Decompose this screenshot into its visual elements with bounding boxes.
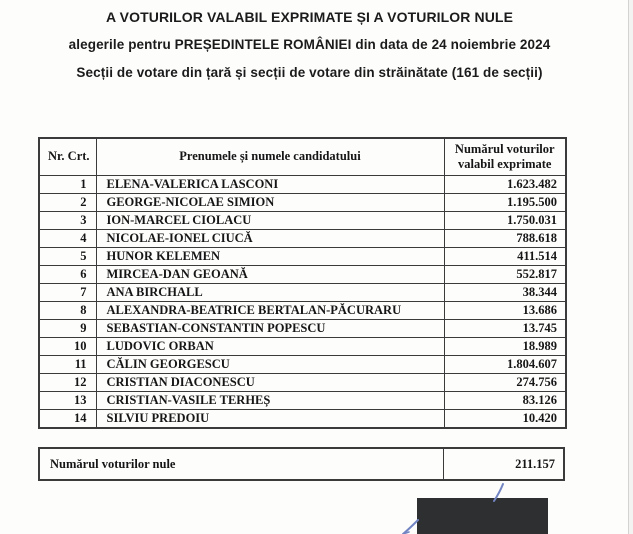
cell-votes: 10.420 bbox=[444, 409, 566, 428]
scan-edge-line bbox=[628, 0, 629, 534]
cell-nr: 1 bbox=[39, 175, 96, 193]
table-row bbox=[39, 301, 566, 319]
col-header-votes: Numărul voturilor valabil exprimate bbox=[444, 138, 566, 175]
col-header-candidate: Prenumele și numele candidatului bbox=[96, 138, 444, 175]
cell-votes: 552.817 bbox=[444, 265, 566, 283]
cell-candidate-name: NICOLAE-IONEL CIUCĂ bbox=[96, 229, 444, 247]
cell-votes: 18.989 bbox=[444, 337, 566, 355]
table-row bbox=[39, 211, 566, 229]
table-row bbox=[39, 319, 566, 337]
cell-nr: 2 bbox=[39, 193, 96, 211]
cell-nr: 9 bbox=[39, 319, 96, 337]
cell-votes: 274.756 bbox=[444, 373, 566, 391]
null-votes-label: Numărul voturilor nule bbox=[40, 449, 444, 479]
table-row bbox=[39, 175, 566, 193]
doc-title-line-2: alegerile pentru PREȘEDINTELE ROMÂNIEI din data de 24 noiembrie 2024 bbox=[68, 37, 551, 52]
doc-title-line-1: A VOTURILOR VALABIL EXPRIMATE ȘI A VOTURILOR NULE bbox=[105, 9, 514, 25]
table-row bbox=[39, 283, 566, 301]
redacted-stamp-block bbox=[417, 498, 548, 534]
table-row bbox=[39, 247, 566, 265]
cell-nr: 11 bbox=[39, 355, 96, 373]
cell-nr: 10 bbox=[39, 337, 96, 355]
cell-candidate-name: MIRCEA-DAN GEOANĂ bbox=[96, 265, 444, 283]
cell-candidate-name: CRISTIAN-VASILE TERHEȘ bbox=[96, 391, 444, 409]
cell-candidate-name: ION-MARCEL CIOLACU bbox=[96, 211, 444, 229]
cell-nr: 4 bbox=[39, 229, 96, 247]
cell-votes: 1.750.031 bbox=[444, 211, 566, 229]
cell-nr: 7 bbox=[39, 283, 96, 301]
pen-tick-icon bbox=[402, 519, 422, 534]
cell-votes: 1.804.607 bbox=[444, 355, 566, 373]
table-row bbox=[39, 337, 566, 355]
cell-votes: 13.745 bbox=[444, 319, 566, 337]
null-votes-value: 211.157 bbox=[515, 456, 555, 471]
null-votes-box bbox=[38, 447, 565, 481]
table-row bbox=[39, 409, 566, 428]
cell-nr: 3 bbox=[39, 211, 96, 229]
cell-candidate-name: HUNOR KELEMEN bbox=[96, 247, 444, 265]
cell-nr: 8 bbox=[39, 301, 96, 319]
col-header-nr: Nr. Crt. bbox=[39, 138, 96, 175]
cell-candidate-name: ELENA-VALERICA LASCONI bbox=[96, 175, 444, 193]
results-table bbox=[38, 137, 567, 429]
cell-candidate-name: SEBASTIAN-CONSTANTIN POPESCU bbox=[96, 319, 444, 337]
cell-votes: 1.623.482 bbox=[444, 175, 566, 193]
pen-tick-icon bbox=[490, 483, 508, 503]
cell-votes: 83.126 bbox=[444, 391, 566, 409]
cell-candidate-name: ALEXANDRA-BEATRICE BERTALAN-PĂCURARU bbox=[96, 301, 444, 319]
table-row bbox=[39, 355, 566, 373]
cell-votes: 1.195.500 bbox=[444, 193, 566, 211]
table-row bbox=[39, 373, 566, 391]
cell-candidate-name: ANA BIRCHALL bbox=[96, 283, 444, 301]
cell-candidate-name: SILVIU PREDOIU bbox=[96, 409, 444, 428]
table-row bbox=[39, 391, 566, 409]
table-header-row bbox=[39, 138, 566, 175]
cell-votes: 788.618 bbox=[444, 229, 566, 247]
cell-nr: 12 bbox=[39, 373, 96, 391]
cell-votes: 13.686 bbox=[444, 301, 566, 319]
cell-nr: 14 bbox=[39, 409, 96, 428]
cell-votes: 38.344 bbox=[444, 283, 566, 301]
table-row bbox=[39, 193, 566, 211]
doc-title-line-3: Secții de votare din țară și secții de votare din străinătate (161 de secții) bbox=[76, 65, 543, 80]
cell-nr: 6 bbox=[39, 265, 96, 283]
cell-candidate-name: GEORGE-NICOLAE SIMION bbox=[96, 193, 444, 211]
table-row bbox=[39, 229, 566, 247]
scan-margin-strip bbox=[629, 0, 633, 534]
table-row bbox=[39, 265, 566, 283]
cell-votes: 411.514 bbox=[444, 247, 566, 265]
cell-candidate-name: CRISTIAN DIACONESCU bbox=[96, 373, 444, 391]
cell-candidate-name: LUDOVIC ORBAN bbox=[96, 337, 444, 355]
cell-nr: 5 bbox=[39, 247, 96, 265]
cell-candidate-name: CĂLIN GEORGESCU bbox=[96, 355, 444, 373]
cell-nr: 13 bbox=[39, 391, 96, 409]
